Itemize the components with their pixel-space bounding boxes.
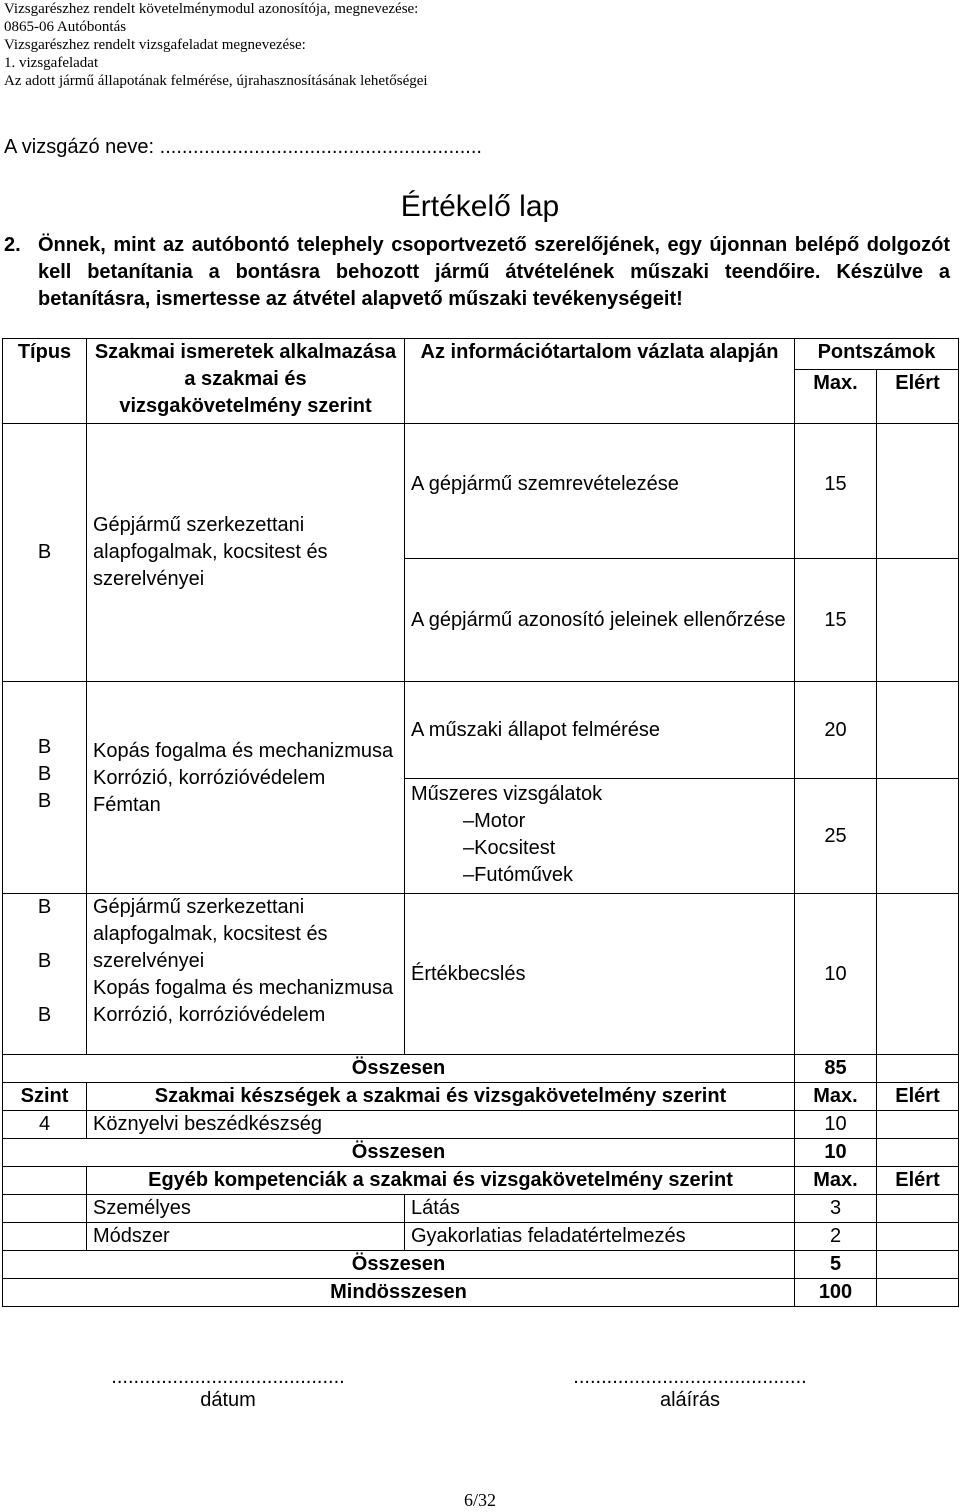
table-row: [3, 424, 959, 559]
grand-total-value: 100: [795, 1279, 877, 1307]
outline-title: Műszeres vizsgálatok: [411, 783, 603, 805]
table-row: [3, 682, 959, 779]
grand-total-row: [3, 1279, 959, 1307]
skills-title: Szakmai készségek a szakmai és vizsgakövetelmény szerint: [87, 1083, 795, 1111]
other-title: Egyéb kompetenciák a szakmai és vizsgakövetelmény szerint: [87, 1167, 795, 1195]
date-label: dátum: [200, 1389, 256, 1411]
evaluation-table: [2, 338, 959, 1307]
outline-cell: [405, 779, 795, 894]
knowledge-value: Kopás fogalma és mechanizmusa: [93, 977, 394, 999]
total-row: [3, 1055, 959, 1083]
task-description: [4, 232, 950, 313]
header-achieved: Elért: [877, 1167, 959, 1195]
outline-sublist: [411, 808, 788, 889]
achieved-cell[interactable]: [877, 779, 959, 894]
header-achieved: Elért: [877, 370, 959, 424]
knowledge-value: Korrózió, korrózióvédelem: [93, 1004, 326, 1026]
category-cell: Személyes: [87, 1195, 405, 1223]
total-label: Összesen: [3, 1251, 795, 1279]
type-cell: [3, 682, 87, 894]
skills-header-row: [3, 1083, 959, 1111]
header-line-2: 0865-06 Autóbontás: [4, 19, 127, 35]
task-text: Önnek, mint az autóbontó telephely csoportvezető szerelőjének, egy újonnan belépő dolgozót kell betanítania a bontásra behozott jármű átvételének műszaki teendőire. Készülve a betanításra, ismertesse az átvétel alapvető műszaki tevékenységeit!: [38, 234, 950, 310]
header-level: Szint: [3, 1083, 87, 1111]
header-line-1: Vizsgarészhez rendelt követelménymodul azonosítója, megnevezése:: [4, 1, 419, 17]
signature-label: aláírás: [659, 1389, 721, 1411]
knowledge-value: Korrózió, korrózióvédelem: [93, 767, 326, 789]
max-cell: 10: [795, 894, 877, 1055]
list-item: – Kocsitest: [463, 835, 788, 862]
empty-cell: [3, 1195, 87, 1223]
total-label: Összesen: [3, 1055, 795, 1083]
list-item: – Futóművek: [463, 862, 788, 889]
outline-cell: A gépjármű szemrevételezése: [405, 424, 795, 559]
document-header: [4, 0, 428, 90]
header-max: Max.: [795, 1083, 877, 1111]
other-header-row: [3, 1167, 959, 1195]
header-outline: Az információtartalom vázlata alapján: [405, 339, 795, 424]
header-max: Max.: [795, 370, 877, 424]
max-cell: 15: [795, 559, 877, 682]
task-number: 2.: [4, 234, 21, 256]
total-label: Összesen: [3, 1139, 795, 1167]
achieved-cell[interactable]: [877, 1139, 959, 1167]
header-max: Max.: [795, 1167, 877, 1195]
table-row: [3, 1195, 959, 1223]
achieved-cell[interactable]: [877, 1251, 959, 1279]
header-knowledge: Szakmai ismeretek alkalmazása a szakmai és vizsgakövetelmény szerint: [87, 339, 405, 424]
achieved-cell[interactable]: [877, 1279, 959, 1307]
knowledge-cell: Gépjármű szerkezettani alapfogalmak, kocsitest és szerelvényei: [87, 424, 405, 682]
max-cell: 10: [795, 1111, 877, 1139]
competency-cell: Gyakorlatias feladatértelmezés: [405, 1223, 795, 1251]
sheet-title: [0, 190, 960, 224]
type-value: B: [37, 763, 52, 785]
header-line-5: Az adott jármű állapotának felmérése, újrahasznosításának lehetőségei: [4, 73, 428, 89]
total-value: 10: [795, 1139, 877, 1167]
grand-total-label: Mindösszesen: [3, 1279, 795, 1307]
level-cell: 4: [3, 1111, 87, 1139]
examinee-name-line[interactable]: A vizsgázó neve: ..........................................................: [4, 136, 482, 158]
max-cell: 25: [795, 779, 877, 894]
achieved-cell[interactable]: [877, 1111, 959, 1139]
max-cell: 20: [795, 682, 877, 779]
knowledge-value: Gépjármű szerkezettani alapfogalmak, kocsitest és szerelvényei: [93, 896, 328, 972]
signature-dots[interactable]: ..........................................: [573, 1366, 807, 1388]
header-type: Típus: [3, 339, 87, 424]
page-number: 6/32: [463, 1490, 496, 1510]
outline-cell: Értékbecslés: [405, 894, 795, 1055]
type-value: B: [37, 1004, 52, 1026]
type-value: B: [37, 736, 52, 758]
max-cell: 3: [795, 1195, 877, 1223]
max-cell: 2: [795, 1223, 877, 1251]
competency-cell: Látás: [405, 1195, 795, 1223]
achieved-cell[interactable]: [877, 682, 959, 779]
category-cell: Módszer: [87, 1223, 405, 1251]
signature-block: [550, 1366, 830, 1412]
achieved-cell[interactable]: [877, 1223, 959, 1251]
type-value: B: [37, 790, 52, 812]
header-points: Pontszámok: [795, 339, 959, 370]
knowledge-cell: [87, 894, 405, 1055]
type-cell: [3, 894, 87, 1055]
type-value: B: [37, 950, 52, 972]
date-dots[interactable]: ..........................................: [111, 1366, 345, 1388]
outline-cell: A gépjármű azonosító jeleinek ellenőrzése: [405, 559, 795, 682]
header-line-3: Vizsgarészhez rendelt vizsgafeladat megnevezése:: [4, 37, 306, 53]
type-cell: B: [3, 424, 87, 682]
max-cell: 15: [795, 424, 877, 559]
achieved-cell[interactable]: [877, 894, 959, 1055]
knowledge-value: Fémtan: [93, 794, 161, 816]
table-row: [3, 1223, 959, 1251]
type-value: B: [37, 896, 52, 918]
header-line-4: 1. vizsgafeladat: [4, 55, 99, 71]
knowledge-value: Kopás fogalma és mechanizmusa: [93, 740, 394, 762]
date-signature-block: [88, 1366, 368, 1412]
total-row: [3, 1139, 959, 1167]
achieved-cell[interactable]: [877, 1055, 959, 1083]
table-row: [3, 894, 959, 1055]
achieved-cell[interactable]: [877, 424, 959, 559]
table-header-row: [3, 339, 959, 370]
table-row: [3, 1111, 959, 1139]
header-achieved: Elért: [877, 1083, 959, 1111]
empty-cell: [3, 1223, 87, 1251]
list-item: – Motor: [463, 808, 788, 835]
total-row: [3, 1251, 959, 1279]
achieved-cell[interactable]: [877, 1195, 959, 1223]
empty-cell: [3, 1167, 87, 1195]
knowledge-cell: [87, 682, 405, 894]
total-value: 85: [795, 1055, 877, 1083]
sheet-title-text: Értékelő lap: [400, 190, 560, 223]
skill-label: Köznyelvi beszédkészség: [87, 1111, 795, 1139]
total-value: 5: [795, 1251, 877, 1279]
achieved-cell[interactable]: [877, 559, 959, 682]
outline-cell: A műszaki állapot felmérése: [405, 682, 795, 779]
